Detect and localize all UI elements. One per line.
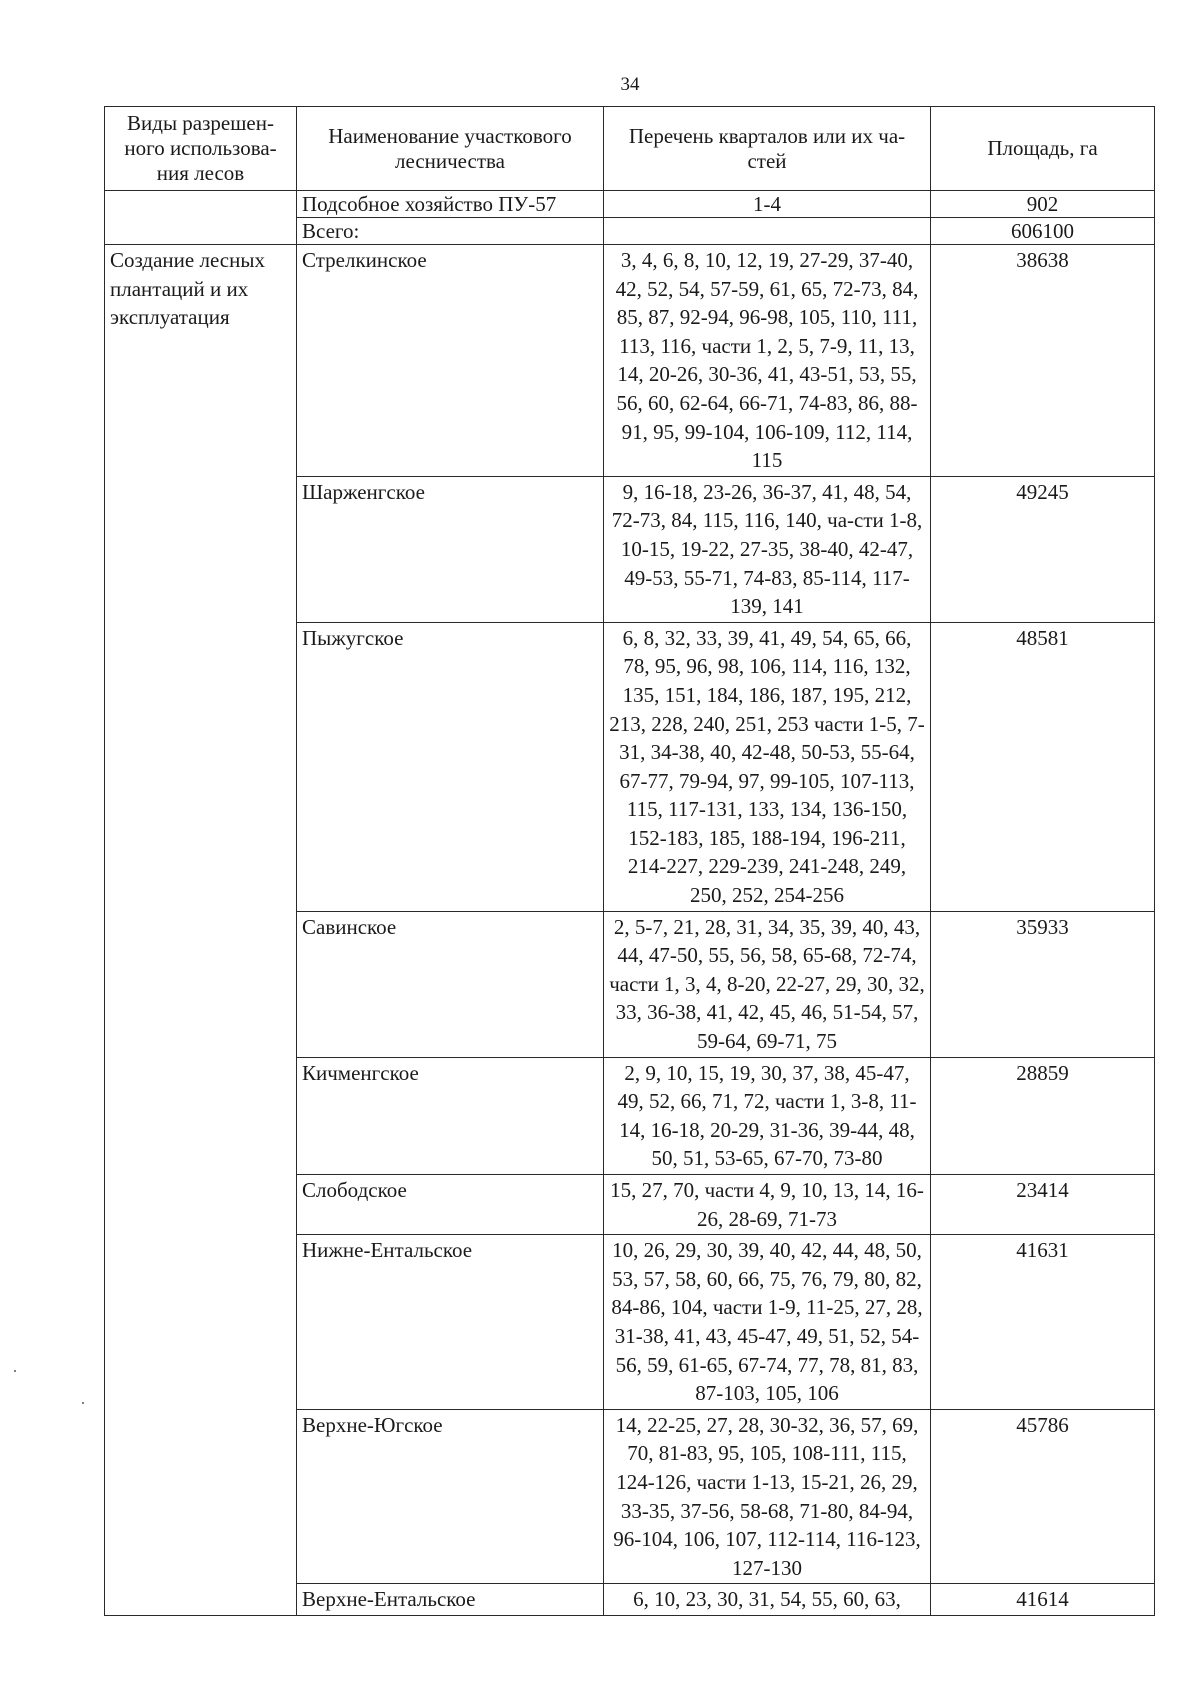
table-row — [105, 245, 1155, 477]
forestry-cell: Слободское — [297, 1175, 604, 1235]
header-area: Площадь, га — [931, 107, 1155, 191]
quarters-cell: 2, 5-7, 21, 28, 31, 34, 35, 39, 40, 43, 44, 47-50, 55, 56, 58, 65-68, 72-74, части 1, 3, 4, 8-20, 22-27, 29, 30, 32, 33, 36-38, 41, 42, 45, 46, 51-54, 57, 59-64, 69-71, 75 — [604, 911, 931, 1057]
quarters-cell: 2, 9, 10, 15, 19, 30, 37, 38, 45-47, 49, 52, 66, 71, 72, части 1, 3-8, 11-14, 16-18, 20-29, 31-36, 39-44, 48, 50, 51, 53-65, 67-70, 73-80 — [604, 1057, 931, 1174]
forestry-cell: Нижне-Ентальское — [297, 1235, 604, 1410]
forestry-cell: Всего: — [297, 218, 604, 245]
area-cell: 45786 — [931, 1409, 1155, 1584]
quarters-cell: 10, 26, 29, 30, 39, 40, 42, 44, 48, 50, 53, 57, 58, 60, 66, 75, 76, 79, 80, 82, 84-86, 104, части 1-9, 11-25, 27, 28, 31-38, 41, 43, 45-47, 49, 51, 52, 54-56, 59, 61-65, 67-74, 77, 78, 81, 83, 87-103, 105, 106 — [604, 1235, 931, 1410]
area-cell: 35933 — [931, 911, 1155, 1057]
type-cell-empty — [105, 191, 297, 245]
area-cell: 41631 — [931, 1235, 1155, 1410]
scan-speck — [14, 1370, 16, 1372]
quarters-cell: 1-4 — [604, 191, 931, 218]
area-cell: 902 — [931, 191, 1155, 218]
forestry-cell: Верхне-Югское — [297, 1409, 604, 1584]
area-cell: 606100 — [931, 218, 1155, 245]
forestry-cell: Пыжугское — [297, 622, 604, 911]
forestry-cell: Шарженгское — [297, 476, 604, 622]
area-cell: 28859 — [931, 1057, 1155, 1174]
quarters-cell — [604, 218, 931, 245]
quarters-cell: 6, 8, 32, 33, 39, 41, 49, 54, 65, 66, 78, 95, 96, 98, 106, 114, 116, 132, 135, 151, 184, 186, 187, 195, 212, 213, 228, 240, 251, 253 части 1-5, 7-31, 34-38, 40, 42-48, 50-53, 55-64, 67-77, 79-94, 97, 99-105, 107-113, 115, 117-131, 133, 134, 136-150, 152-183, 185, 188-194, 196-211, 214-227, 229-239, 241-248, 249, 250, 252, 254-256 — [604, 622, 931, 911]
header-quarters: Перечень кварталов или их ча-стей — [604, 107, 931, 191]
area-cell: 23414 — [931, 1175, 1155, 1235]
area-cell: 49245 — [931, 476, 1155, 622]
use-type-cell: Создание лесных плантаций и их эксплуатация — [105, 245, 297, 1616]
header-forestry: Наименование участкового лесничества — [297, 107, 604, 191]
forestry-cell: Савинское — [297, 911, 604, 1057]
forestry-cell: Кичменгское — [297, 1057, 604, 1174]
quarters-cell: 15, 27, 70, части 4, 9, 10, 13, 14, 16-26, 28-69, 71-73 — [604, 1175, 931, 1235]
quarters-cell: 6, 10, 23, 30, 31, 54, 55, 60, 63, — [604, 1584, 931, 1616]
forest-use-table — [104, 106, 1155, 1616]
area-cell: 38638 — [931, 245, 1155, 477]
forestry-cell: Верхне-Ентальское — [297, 1584, 604, 1616]
area-cell: 41614 — [931, 1584, 1155, 1616]
quarters-cell: 14, 22-25, 27, 28, 30-32, 36, 57, 69, 70, 81-83, 95, 105, 108-111, 115, 124-126, части 1-13, 15-21, 26, 29, 33-35, 37-56, 58-68, 71-80, 84-94, 96-104, 106, 107, 112-114, 116-123, 127-130 — [604, 1409, 931, 1584]
quarters-cell: 3, 4, 6, 8, 10, 12, 19, 27-29, 37-40, 42, 52, 54, 57-59, 61, 65, 72-73, 84, 85, 87, 92-94, 96-98, 105, 110, 111, 113, 116, части 1, 2, 5, 7-9, 11, 13, 14, 20-26, 30-36, 41, 43-51, 53, 55, 56, 60, 62-64, 66-71, 74-83, 86, 88-91, 95, 99-104, 106-109, 112, 114, 115 — [604, 245, 931, 477]
forestry-cell: Подсобное хозяйство ПУ-57 — [297, 191, 604, 218]
forestry-cell: Стрелкинское — [297, 245, 604, 477]
page-number: 34 — [620, 74, 640, 95]
area-cell: 48581 — [931, 622, 1155, 911]
header-row — [105, 107, 1155, 191]
scan-speck — [82, 1402, 84, 1404]
table-row — [105, 191, 1155, 218]
quarters-cell: 9, 16-18, 23-26, 36-37, 41, 48, 54, 72-73, 84, 115, 116, 140, ча-сти 1-8, 10-15, 19-22, 27-35, 38-40, 42-47, 49-53, 55-71, 74-83, 85-114, 117-139, 141 — [604, 476, 931, 622]
header-type: Виды разрешен-ного использова-ния лесов — [105, 107, 297, 191]
